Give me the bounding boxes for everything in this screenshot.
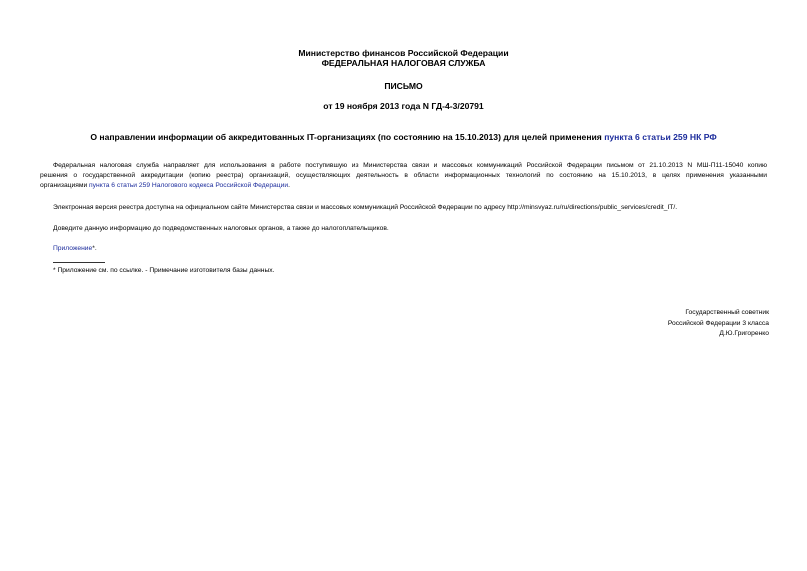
service-name: ФЕДЕРАЛЬНАЯ НАЛОГОВАЯ СЛУЖБА [321, 58, 486, 68]
attachment-suffix: *. [92, 245, 97, 252]
subject-law-link[interactable]: пункта 6 статьи 259 НК РФ [604, 132, 717, 142]
footnote-divider [53, 262, 105, 263]
body-paragraph-2: Электронная версия реестра доступна на официальном сайте Министерства связи и массовых коммуникаций Российской Федерации по адресу http://minsvyaz.ru/ru/directions/public_services/credit_IT/. [53, 204, 678, 211]
footnote-text: * Приложение см. по ссылке. - Примечание изготовителя базы данных. [53, 267, 275, 274]
paragraph-1-line-3 [40, 181, 767, 191]
paragraph-1-prefix: организациями [40, 182, 90, 189]
body-paragraph-3: Доведите данную информацию до подведомственных налоговых органов, а также до налогоплательщиков. [53, 225, 389, 232]
body-paragraph-1 [40, 161, 767, 191]
document-date: от 19 ноября 2013 года N ГД-4-3/20791 [323, 101, 484, 111]
signature-rank: Российской Федерации 3 класса [667, 320, 769, 327]
attachment-line [40, 244, 767, 254]
paragraph-1-line-1: Федеральная налоговая служба направляет для использования в работе поступившую из Министерства связи и массовых коммуникаций Российской Федерации письмом от 21.10.2013 N МШ-П11-15040 копию [53, 162, 767, 169]
document-type: ПИСЬМО [384, 81, 423, 91]
paragraph-1-line-2: решения о государственной аккредитации (копию реестра) организаций, осуществляющих деятельность в области информационных технологий по состоянию на 15.10.2013, в целях применения указанными [40, 172, 767, 179]
subject-text: О направлении информации об аккредитованных IT-организациях (по состоянию на 15.10.2013) для целей применения [90, 132, 605, 142]
ministry-name: Министерство финансов Российской Федерации [298, 48, 509, 58]
signature-title: Государственный советник [685, 309, 769, 316]
attachment-link[interactable]: Приложение [53, 245, 93, 252]
signature-name: Д.Ю.Григоренко [719, 330, 769, 337]
paragraph-1-suffix: . [288, 182, 290, 189]
document-subject [0, 132, 807, 143]
tax-code-link[interactable]: пункта 6 статьи 259 Налогового кодекса Российской Федерации [89, 182, 289, 189]
